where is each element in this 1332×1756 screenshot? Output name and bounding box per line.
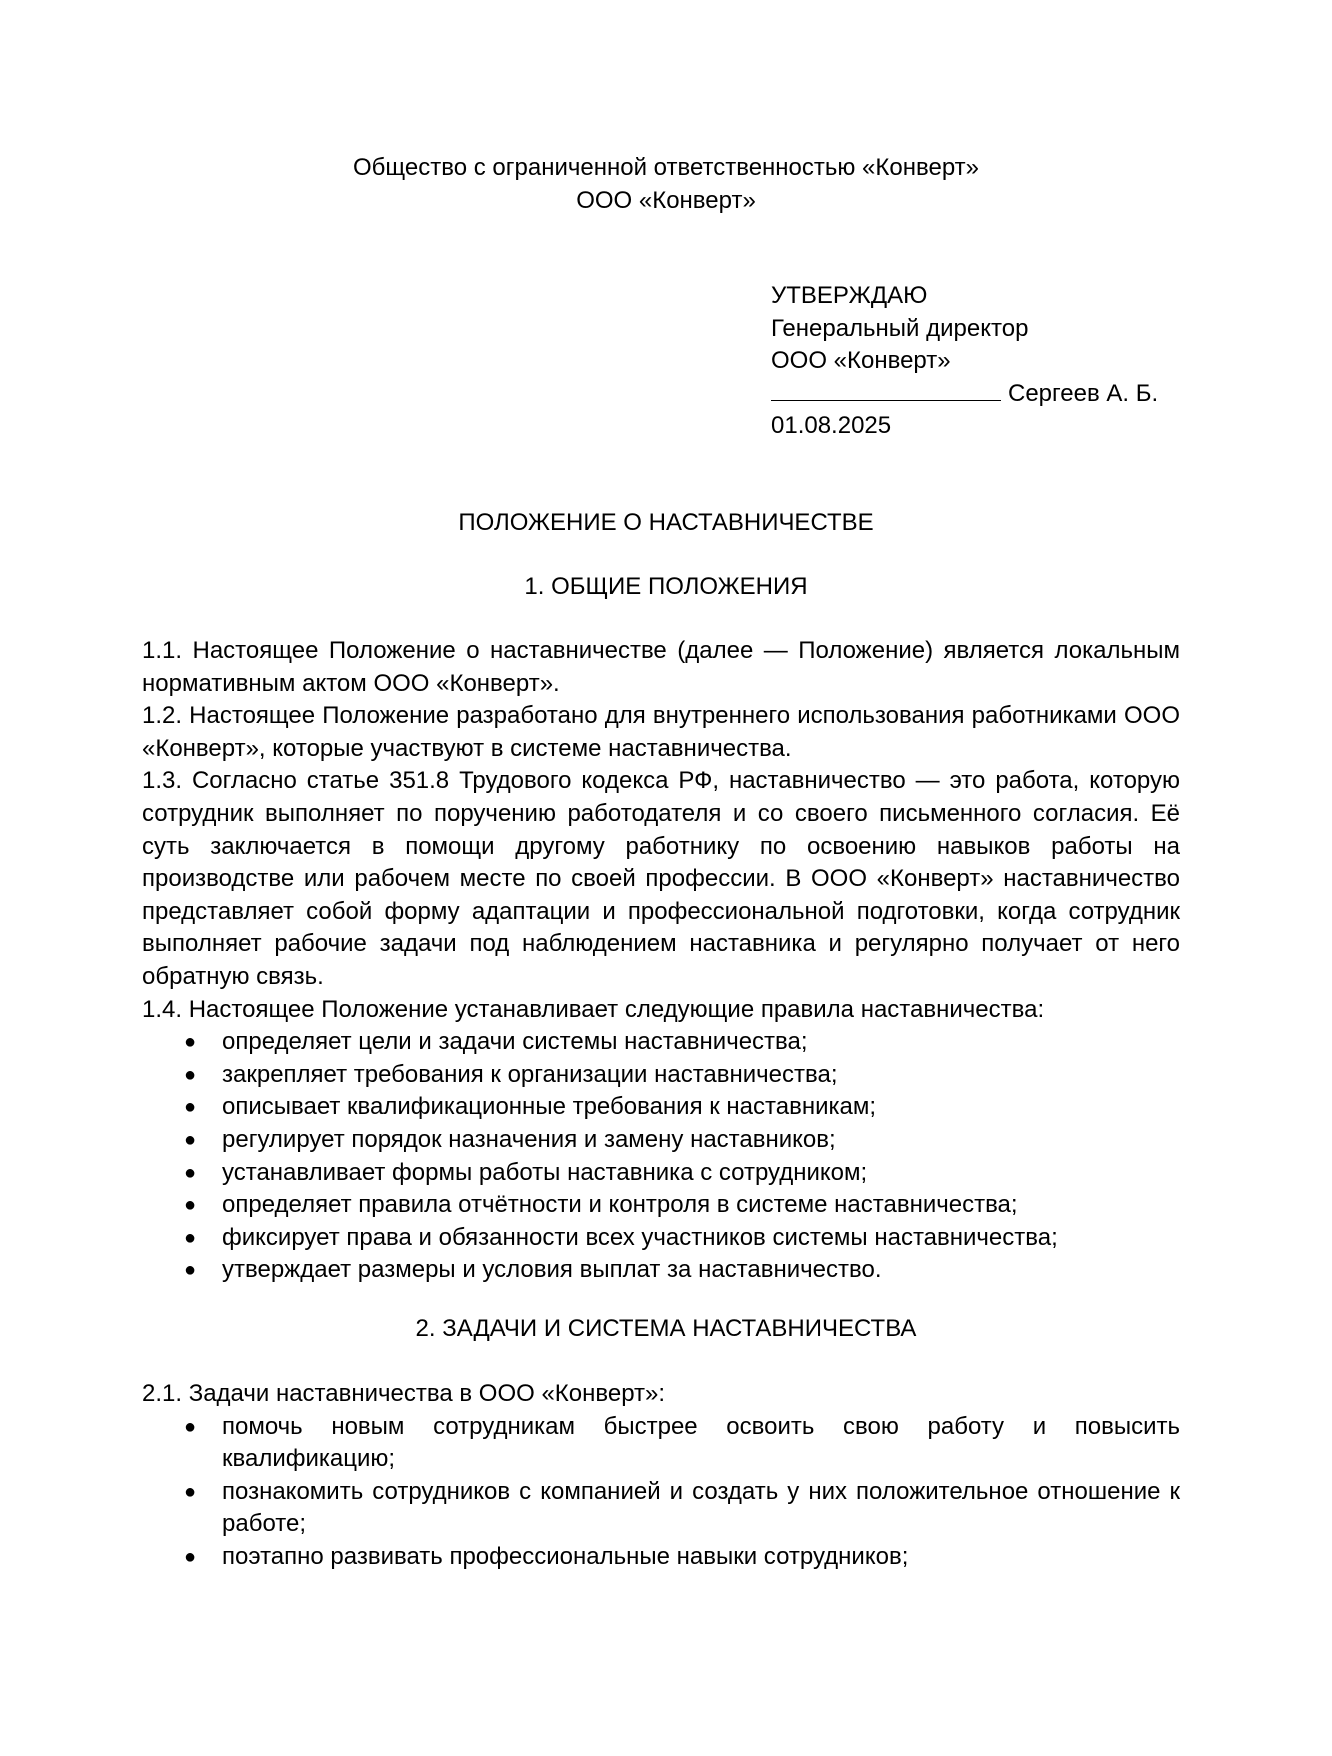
approve-word: УТВЕРЖДАЮ	[771, 282, 928, 309]
bullet-icon: ●	[184, 1480, 197, 1503]
list-item: ● утверждает размеры и условия выплат за наставничество.	[142, 1254, 1180, 1287]
approval-date: 01.08.2025	[771, 412, 892, 439]
list-item: ● определяет цели и задачи системы наставничества;	[142, 1026, 1180, 1059]
approval-block	[771, 280, 1251, 443]
list-item: ● устанавливает формы работы наставника с сотрудником;	[142, 1157, 1180, 1190]
bullet-icon: ●	[184, 1259, 197, 1282]
section-2-body	[142, 1378, 1180, 1574]
list-item: ● регулирует порядок назначения и замену наставников;	[142, 1124, 1180, 1157]
org-full-name: Общество с ограниченной ответственностью «Конверт»	[353, 154, 979, 181]
bullet-icon: ●	[184, 1031, 197, 1054]
bullet-icon: ●	[184, 1128, 197, 1151]
list-item: ● помочь новым сотрудникам быстрее освоить свою работу и повысить квалификацию;	[184, 1412, 1180, 1473]
approver-company: ООО «Конверт»	[771, 347, 951, 374]
bullet-icon: ●	[184, 1226, 197, 1249]
paragraph-1-2: 1.2. Настоящее Положение разработано для внутреннего использования работниками ООО «Конверт», которые участвуют в системе наставничества.	[142, 702, 1180, 762]
paragraph-1-1: 1.1. Настоящее Положение о наставничестве (далее — Положение) является локальным нормативным актом ООО «Конверт».	[142, 637, 1180, 697]
section-2-heading: 2. ЗАДАЧИ И СИСТЕМА НАСТАВНИЧЕСТВА	[415, 1315, 917, 1342]
signatory-name: Сергеев А. Б.	[1008, 379, 1159, 407]
list-item: ● познакомить сотрудников с компанией и создать у них положительное отношение к работе;	[184, 1477, 1180, 1538]
bullet-icon: ●	[184, 1063, 197, 1086]
paragraph-1-4: 1.4. Настоящее Положение устанавливает следующие правила наставничества:	[142, 995, 1045, 1023]
bullet-icon: ●	[184, 1096, 197, 1119]
approver-position: Генеральный директор	[771, 314, 1029, 342]
bullet-icon: ●	[184, 1194, 197, 1217]
section-1-heading: 1. ОБЩИЕ ПОЛОЖЕНИЯ	[524, 573, 808, 600]
signature-row	[771, 378, 1251, 411]
tasks-list	[142, 1411, 1180, 1574]
organization-header	[0, 151, 1332, 217]
document-title: ПОЛОЖЕНИЕ О НАСТАВНИЧЕСТВЕ	[458, 509, 874, 536]
list-item: ● поэтапно развивать профессиональные навыки сотрудников;	[142, 1541, 1180, 1574]
bullet-icon: ●	[184, 1161, 197, 1184]
list-item: ● определяет правила отчётности и контроля в системе наставничества;	[142, 1189, 1180, 1222]
list-item: ● фиксирует права и обязанности всех участников системы наставничества;	[142, 1222, 1180, 1255]
bullet-icon: ●	[184, 1545, 197, 1568]
rules-list	[142, 1026, 1180, 1287]
paragraph-2-1: 2.1. Задачи наставничества в ООО «Конверт»:	[142, 1380, 666, 1407]
list-item: ● закрепляет требования к организации наставничества;	[142, 1059, 1180, 1092]
signature-line	[771, 378, 1001, 401]
paragraph-1-3: 1.3. Согласно статье 351.8 Трудового кодекса РФ, наставничество — это работа, которую сотрудник выполняет по поручению работодателя и со своего письменного согласия. Её суть заключается в помощи другому работнику по освоению навыков работы на производстве или рабочем месте по своей профессии. В ООО «Конверт» наставничество представляет собой форму адаптации и профессиональной подготовки, когда сотрудник выполняет рабочие задачи под наблюдением наставника и регулярно получает от него обратную связь.	[142, 767, 1180, 990]
section-1-body	[142, 635, 1180, 1287]
list-item: ● описывает квалификационные требования к наставникам;	[142, 1091, 1180, 1124]
bullet-icon: ●	[184, 1415, 197, 1438]
org-short-name: ООО «Конверт»	[576, 187, 756, 214]
